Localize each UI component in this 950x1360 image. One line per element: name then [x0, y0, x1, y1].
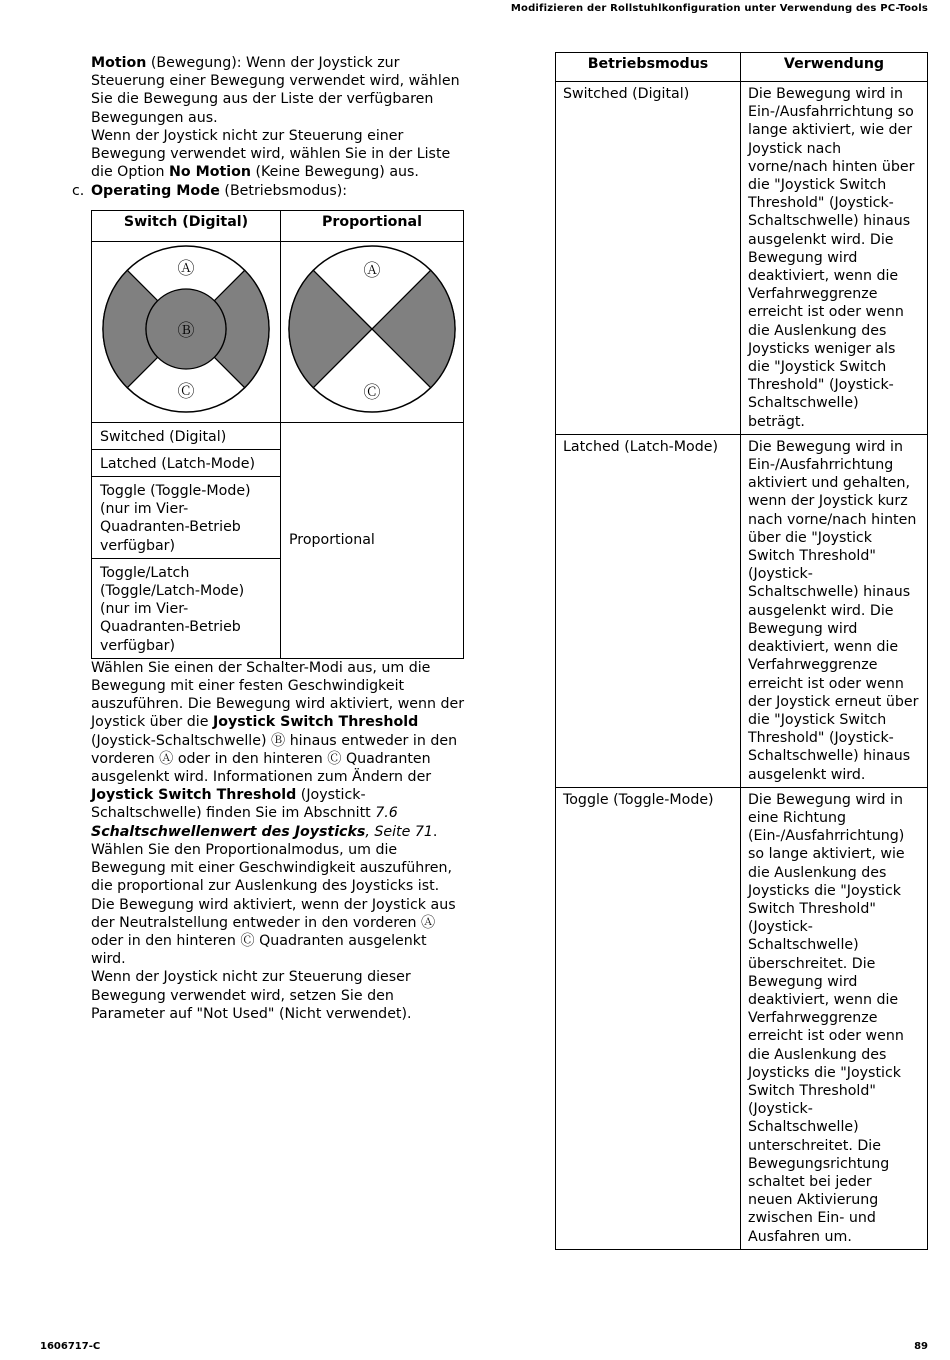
left-column: [72, 54, 465, 1023]
section-reference-number: 7.6: [375, 805, 398, 822]
label-b-icon: Ⓑ: [177, 321, 195, 342]
mode-row: Toggle/Latch (Toggle/Latch-Mode) (nur im Vier-Quadranten-Betrieb verfügbar): [92, 558, 281, 658]
proportional-diagram-cell: [281, 241, 464, 422]
running-header: Modifizieren der Rollstuhlkonfiguration unter Verwendung des PC-Tools: [510, 3, 928, 14]
p1-text: (Joystick-Schaltschwelle) Ⓑ hinaus entweder in den vorderen Ⓐ oder in den hinteren Ⓒ Quadranten ausgelenkt wird. Informationen zum Ändern der: [91, 732, 458, 786]
label-a-icon: Ⓐ: [363, 261, 381, 282]
p1-term: Joystick Switch Threshold: [212, 714, 419, 731]
no-motion-term: No Motion: [169, 164, 251, 181]
mode-column-header: Betriebsmodus: [556, 53, 741, 82]
mode-cell: Switched (Digital): [556, 82, 741, 435]
motion-paragraph: [91, 54, 465, 127]
no-motion-pre: Wenn der Joystick nicht zur Steuerung einer Bewegung verwendet wird, wählen Sie in der Liste die Option: [91, 127, 451, 181]
mode-cell: Toggle (Toggle-Mode): [556, 787, 741, 1249]
proportional-joystick-diagram: [287, 244, 457, 414]
list-marker: c.: [72, 183, 85, 200]
p1-text: Wählen Sie einen der Schalter-Modi aus, um die Bewegung mit einer festen Geschwindigkeit auszuführen. Die Bewegung wird aktiviert, wenn der Joystick über die: [91, 659, 465, 731]
operating-mode-usage-table: [555, 52, 928, 1250]
operating-mode-table: [91, 210, 464, 659]
page-number: 89: [914, 1341, 928, 1352]
operating-mode-item: [72, 182, 465, 200]
switch-diagram-cell: [92, 241, 281, 422]
usage-cell: Die Bewegung wird in Ein-/Ausfahrrichtung aktiviert und gehalten, wenn der Joystick kurz nach vorne/nach hinten über die "Joystick Switch Threshold" (Joystick-Schaltschwelle) hinaus ausgelenkt wird. Die Bewegung wird deaktiviert, wenn die Verfahrweggrenze erreicht ist oder wenn der Joystick erneut über die "Joystick Switch Threshold" (Joystick-Schaltschwelle) hinaus ausgelenkt wird.: [741, 434, 928, 787]
label-c-icon: Ⓒ: [363, 383, 381, 404]
p1-text: (Joystick-Schaltschwelle) finden Sie im Abschnitt: [91, 787, 376, 822]
no-motion-paragraph: [91, 127, 465, 182]
usage-column-header: Verwendung: [741, 53, 928, 82]
table-row: [556, 434, 928, 787]
p1-end: .: [432, 823, 438, 840]
proportional-header: Proportional: [281, 210, 464, 241]
switch-joystick-diagram: [101, 244, 271, 414]
label-a-icon: Ⓐ: [177, 259, 195, 280]
section-reference-page: , Seite 71: [365, 823, 433, 840]
mode-row: Switched (Digital): [92, 422, 281, 449]
mode-cell: Latched (Latch-Mode): [556, 434, 741, 787]
no-motion-post: (Keine Bewegung) aus.: [250, 164, 419, 181]
operating-mode-text: (Betriebsmodus):: [219, 183, 348, 200]
mode-row: Latched (Latch-Mode): [92, 449, 281, 476]
operating-mode-term: Operating Mode: [91, 183, 220, 200]
switch-digital-header: Switch (Digital): [92, 210, 281, 241]
motion-text: (Bewegung): Wenn der Joystick zur Steuerung einer Bewegung verwendet wird, wählen Sie die Bewegung aus der Liste der verfügbaren Bewegungen aus.: [91, 55, 460, 126]
proportional-mode-paragraph: Wählen Sie den Proportionalmodus, um die Bewegung mit einer Geschwindigkeit auszuführen, die proportional zur Auslenkung des Joysticks ist. Die Bewegung wird aktiviert, wenn der Joystick aus der Neutralstellung entweder in den vorderen Ⓐ oder in den hinteren Ⓒ Quadranten ausgelenkt wird.: [91, 841, 456, 968]
p1-term: Joystick Switch Threshold: [91, 787, 297, 804]
label-c-icon: Ⓒ: [177, 382, 195, 403]
usage-cell: Die Bewegung wird in eine Richtung (Ein-/Ausfahrrichtung) so lange aktiviert, wie die Auslenkung des Joysticks die "Joystick Switch Threshold" (Joystick-Schaltschwelle) überschreitet. Die Bewegung wird deaktiviert, wenn die Verfahrweggrenze erreicht ist oder wenn die Auslenkung des Joysticks die "Joystick Switch Threshold" (Joystick-Schaltschwelle) unterschreitet. Die Bewegungsrichtung schaltet bei jeder neuen Aktivierung zwischen Ein- und Ausfahren um.: [741, 787, 928, 1249]
switch-mode-paragraph: [91, 659, 465, 841]
table-row: [556, 787, 928, 1249]
document-number: 1606717-C: [40, 1341, 101, 1352]
proportional-mode-cell: Proportional: [281, 422, 464, 658]
usage-cell: Die Bewegung wird in Ein-/Ausfahrrichtung so lange aktiviert, wie der Joystick nach vorne/nach hinten über die "Joystick Switch Threshold" (Joystick-Schaltschwelle) hinaus ausgelenkt wird. Die Bewegung wird deaktiviert, wenn die Verfahrweggrenze erreicht ist oder wenn die Auslenkung des Joysticks weniger als die "Joystick Switch Threshold" (Joystick-Schaltschwelle) beträgt.: [741, 82, 928, 435]
motion-term: Motion: [91, 55, 147, 71]
mode-row: Toggle (Toggle-Mode) (nur im Vier-Quadranten-Betrieb verfügbar): [92, 477, 281, 559]
section-reference-title[interactable]: Schaltschwellenwert des Joysticks: [91, 823, 366, 840]
not-used-paragraph: Wenn der Joystick nicht zur Steuerung dieser Bewegung verwendet wird, setzen Sie den Parameter auf "Not Used" (Nicht verwendet).: [91, 969, 412, 1022]
table-row: [556, 82, 928, 435]
